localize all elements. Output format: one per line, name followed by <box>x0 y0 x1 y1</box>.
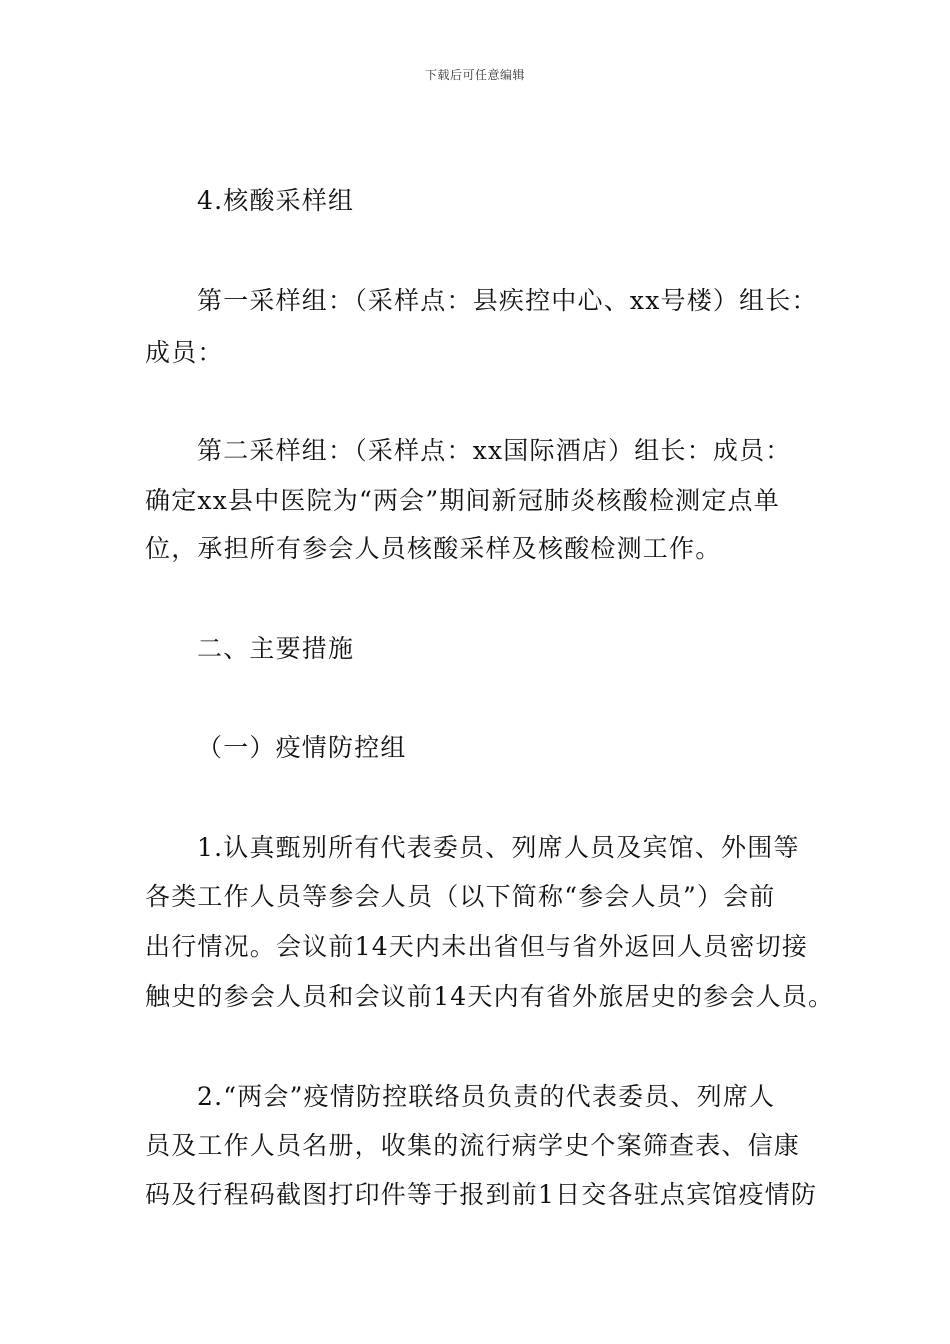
paragraph-line: 2.“两会”疫情防控联络员负责的代表委员、列席人 <box>197 1082 776 1111</box>
section-heading: 二、主要措施 <box>197 634 355 663</box>
paragraph-line: 第一采样组：（采样点：县疾控中心、xx号楼）组长： <box>197 286 818 315</box>
paragraph-line: 位，承担所有参会人员核酸采样及核酸检测工作。 <box>145 534 722 563</box>
paragraph-line: 各类工作人员等参会人员（以下简称“参会人员”）会前 <box>145 882 776 911</box>
paragraph-line: 1.认真甄别所有代表委员、列席人员及宾馆、外围等 <box>197 833 800 862</box>
paragraph-line: 码及行程码截图打印件等于报到前1日交各驻点宾馆疫情防 <box>145 1180 818 1209</box>
paragraph-line: 触史的参会人员和会议前14天内有省外旅居史的参会人员。 <box>145 982 835 1011</box>
heading-nucleic-sampling-group: 4.核酸采样组 <box>197 186 355 215</box>
paragraph-line: 确定xx县中医院为“两会”期间新冠肺炎核酸检测定点单 <box>145 486 780 515</box>
paragraph-line: 出行情况。会议前14天内未出省但与省外返回人员密切接 <box>145 932 809 961</box>
subsection-heading: （一）疫情防控组 <box>197 733 407 762</box>
paragraph-line: 第二采样组：（采样点：xx国际酒店）组长：成员： <box>197 436 792 465</box>
header-note: 下载后可任意编辑 <box>424 68 525 82</box>
paragraph-line: 成员： <box>145 338 224 367</box>
paragraph-line: 员及工作人员名册，收集的流行病学史个案筛查表、信康 <box>145 1131 801 1160</box>
